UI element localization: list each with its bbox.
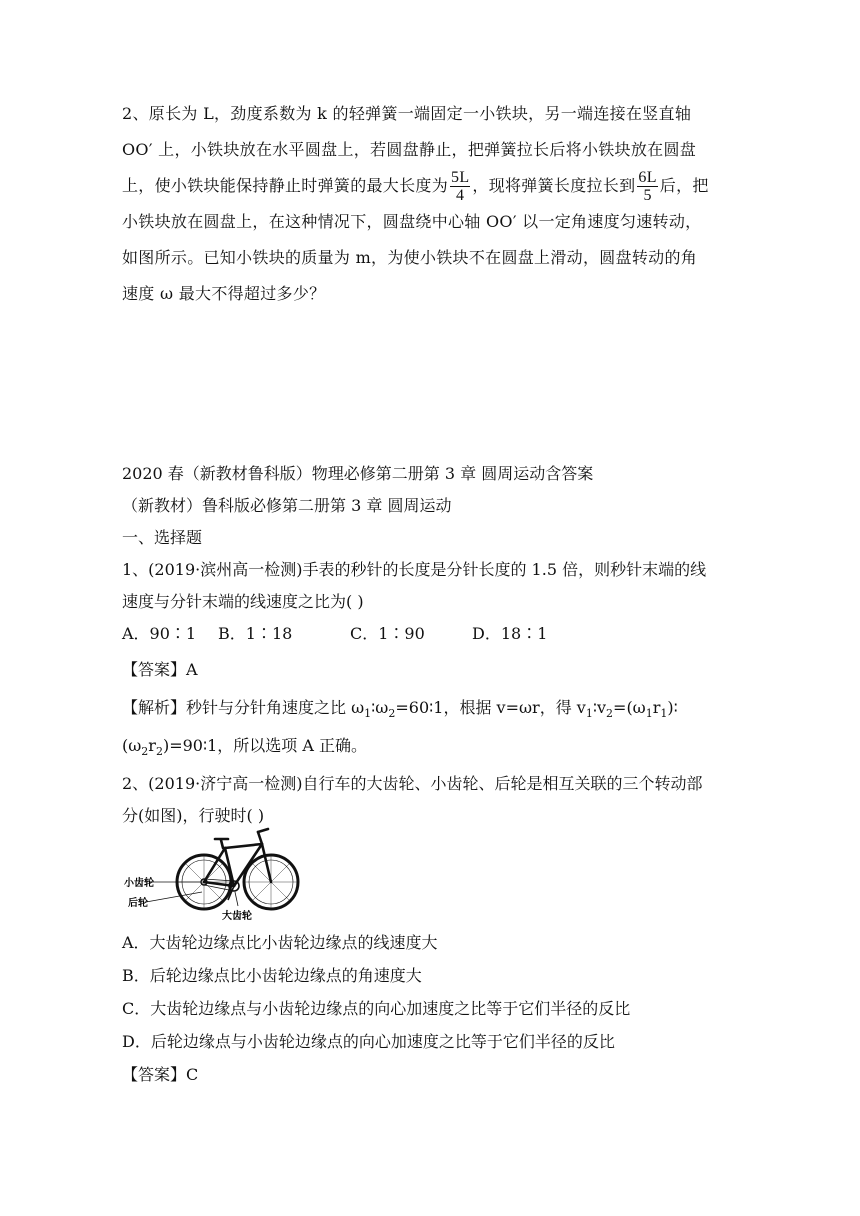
- q2-line-2: 分(如图)，行驶时( ): [122, 806, 265, 826]
- figure-label-rear-wheel: 后轮: [128, 898, 148, 909]
- q2-option-b: B．后轮边缘点比小齿轮边缘点的角速度大: [122, 966, 422, 985]
- q1-option-a: A．90∶1: [122, 624, 197, 643]
- q2-option-c: C．大齿轮边缘点与小齿轮边缘点的向心加速度之比等于它们半径的反比: [122, 999, 631, 1018]
- question-top-line-5: 如图所示。已知小铁块的质量为 m，为使小铁块不在圆盘上滑动，圆盘转动的角: [122, 248, 698, 267]
- q2-option-a: A．大齿轮边缘点比小齿轮边缘点的线速度大: [122, 933, 438, 952]
- question-top-line-3: 上，使小铁块能保持静止时弹簧的最大长度为 $\frac{5L}{4}$ ，现将弹簧长度拉长到 $\frac{6L}{5}$ 后，把: [122, 169, 709, 204]
- doc-title: 2020 春（新教材鲁科版）物理必修第二册第 3 章 圆周运动含答案: [122, 464, 594, 483]
- doc-subtitle: （新教材）鲁科版必修第二册第 3 章 圆周运动: [122, 496, 452, 515]
- bicycle-figure: [124, 826, 304, 922]
- question-top-line-2: OO′ 上，小铁块放在水平圆盘上，若圆盘静止，把弹簧拉长后将小铁块放在圆盘: [122, 140, 697, 159]
- question-top-line-6: 速度 ω 最大不得超过多少？: [122, 284, 326, 303]
- q1-solution-line-1: 【解析】秒针与分针角速度之比 $\omega_1∶\omega_2=60∶1$，根据 v=ωr，得 $v_1∶v_2=(\omega_1r_1)∶$: [122, 698, 678, 721]
- q2-answer: 【答案】C: [122, 1065, 199, 1084]
- q1-solution-line-2: $(\omega_2r_2)=90∶1$，所以选项 A 正确。: [122, 736, 368, 759]
- question-top-line-4: 小铁块放在圆盘上，在这种情况下，圆盘绕中心轴 OO′ 以一定角速度匀速转动，: [122, 212, 702, 231]
- q2-line-1: 2、(2019·济宁高一检测)自行车的大齿轮、小齿轮、后轮是相互关联的三个转动部: [122, 774, 703, 794]
- question-top-line-1: 2、原长为 L，劲度系数为 k 的轻弹簧一端固定一小铁块，另一端连接在竖直轴: [122, 104, 692, 123]
- figure-label-large-gear: 大齿轮: [222, 911, 252, 922]
- fraction-6L-5: $\frac{6L}{5}$: [638, 169, 657, 204]
- question-top: [122, 96, 742, 312]
- q1-answer: 【答案】A: [122, 660, 198, 679]
- q1-option-b: B．1∶18: [218, 624, 293, 643]
- section-main: [122, 458, 742, 832]
- q2-option-d: D．后轮边缘点与小齿轮边缘点的向心加速度之比等于它们半径的反比: [122, 1032, 615, 1051]
- q1-line-2: 速度与分针末端的线速度之比为( ): [122, 592, 364, 611]
- q2-options-block: [122, 926, 742, 1091]
- q1-option-c: C．1∶90: [350, 624, 425, 643]
- q1-option-d: D．18∶1: [472, 624, 548, 643]
- fraction-5L-4: $\frac{5L}{4}$: [451, 169, 470, 204]
- figure-label-small-gear: 小齿轮: [124, 878, 154, 889]
- section-heading: 一、选择题: [122, 528, 203, 547]
- q1-options: [122, 618, 742, 650]
- q1-line-1: 1、(2019·滨州高一检测)手表的秒针的长度是分针长度的 1.5 倍，则秒针末端的线: [122, 560, 707, 579]
- bicycle-icon: [124, 826, 304, 922]
